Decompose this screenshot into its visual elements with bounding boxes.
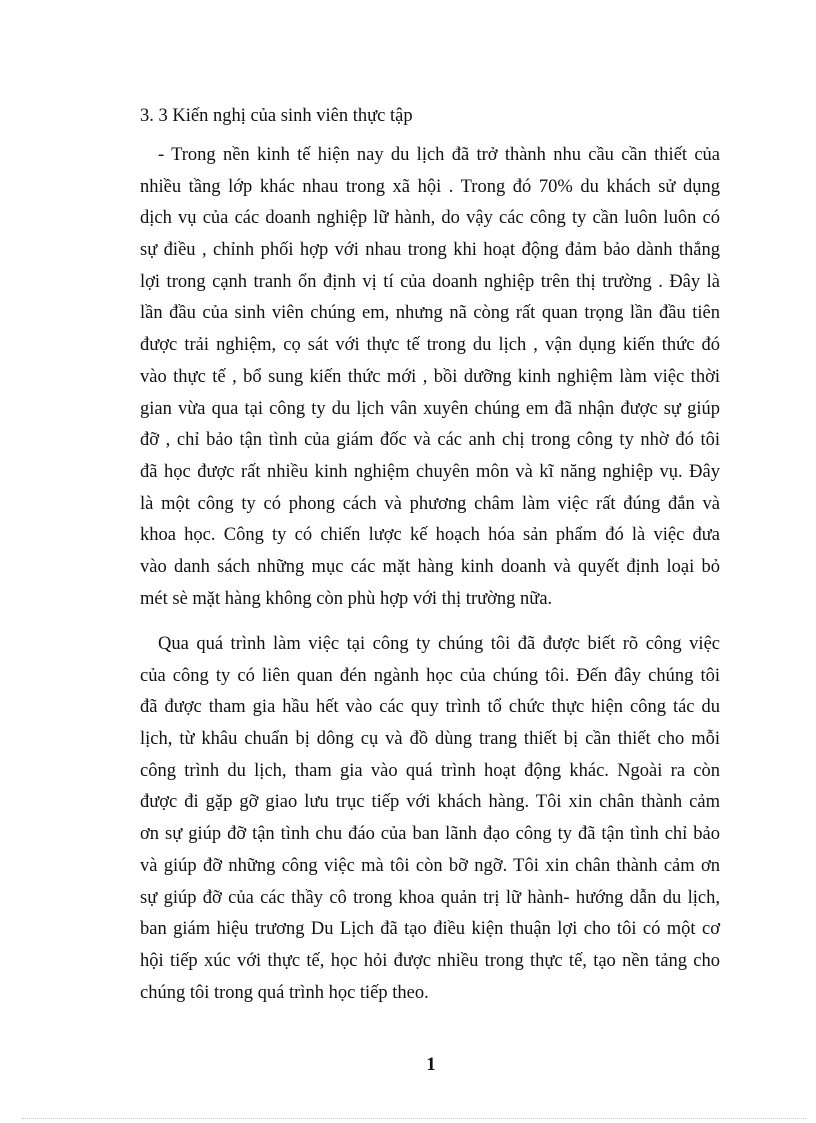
paragraph-line: Qua quá trình làm việc tại công ty chúng tôi đã được biết rõ công việc bbox=[158, 634, 720, 654]
paragraph-line: - Trong nền kinh tế hiện nay du lịch đã trở thành nhu cầu cần thiết của bbox=[158, 145, 720, 165]
paragraph-line: được trải nghiệm, cọ sát với thực tế trong du lịch , vận dụng kiến thức đó bbox=[140, 335, 720, 356]
paragraph-line: và giúp đỡ những công việc mà tôi còn bỡ ngỡ. Tôi xin chân thành cảm ơn bbox=[140, 855, 720, 876]
paragraph-line: đã học được rất nhiều kinh nghiệm chuyên môn và kĩ năng nghiệp vụ. Đây bbox=[140, 461, 720, 482]
paragraph-line: công trình du lịch, tham gia vào quá trình hoạt động khác. Ngoài ra còn bbox=[140, 760, 720, 781]
paragraph-line: đã được tham gia hầu hết vào các quy trình tổ chức thực hiện công tác du bbox=[140, 697, 720, 718]
paragraph-line: của công ty có liên quan đén ngành học của chúng tôi. Đến đây chúng tôi bbox=[140, 665, 720, 686]
paragraph-line: khoa học. Công ty có chiến lược kế hoạch hóa sản phẩm đó là việc đưa bbox=[140, 525, 720, 546]
paragraph-line: ban giám hiệu trương Du Lịch đã tạo điều kiện thuận lợi cho tôi có một cơ bbox=[140, 919, 720, 940]
paragraph-line: sự điều , chỉnh phối hợp với nhau trong khi hoạt động đảm bảo dành thắng bbox=[140, 240, 720, 261]
paragraph-line: chúng tôi trong quá trình học tiếp theo. bbox=[140, 982, 429, 1003]
page-bottom-divider bbox=[22, 1118, 806, 1119]
paragraph-line: lần đầu của sinh viên chúng em, nhưng nã còng rất quan trọng lần đầu tiên bbox=[140, 303, 720, 324]
paragraph-line: được đi gặp gỡ giao lưu trục tiếp với khách hàng. Tôi xin chân thành cảm bbox=[140, 792, 720, 813]
paragraph-line: nhiều tầng lớp khác nhau trong xã hội . Trong đó 70% du khách sử dụng bbox=[140, 176, 720, 197]
paragraph-line: lợi trong cạnh tranh ổn định vị tí của doanh nghiệp trên thị trường . Đây là bbox=[140, 271, 720, 292]
paragraph-line: đỡ , chỉ bảo tận tình của giám đốc và các anh chị trong công ty nhờ đó tôi bbox=[140, 430, 720, 451]
page-number: 1 bbox=[426, 1054, 436, 1075]
paragraph-line: vào thực tế , bổ sung kiến thức mới , bồi dưỡng kinh nghiệm làm việc thời bbox=[140, 366, 720, 387]
paragraph-line: lịch, từ khâu chuẩn bị dông cụ và đồ dùng trang thiết bị cần thiết cho mỗi bbox=[140, 729, 720, 750]
paragraph-experience bbox=[140, 629, 720, 1009]
paragraph-line: là một công ty có phong cách và phương châm làm việc rất đúng đắn và bbox=[140, 493, 720, 514]
section-heading: 3. 3 Kiến nghị của sinh viên thực tập bbox=[140, 106, 413, 126]
paragraph-line: gian vừa qua tại công ty du lịch vân xuyên chúng em đã nhận được sự giúp bbox=[140, 398, 720, 419]
paragraph-line: mét sè mặt hàng không còn phù hợp với thị trường nữa. bbox=[140, 588, 553, 609]
paragraph-line: sự giúp đỡ của các thầy cô trong khoa quản trị lữ hành- hướng dẫn du lịch, bbox=[140, 887, 720, 908]
paragraph-recommendations bbox=[140, 140, 720, 615]
paragraph-line: vào danh sách những mục các mặt hàng kinh doanh và quyết định loại bỏ bbox=[140, 556, 720, 577]
paragraph-line: ơn sự giúp đỡ tận tình chu đáo của ban lãnh đạo công ty đã tận tình chỉ bảo bbox=[140, 824, 720, 845]
paragraph-line: dịch vụ của các doanh nghiệp lữ hành, do vậy các công ty cần luôn luôn có bbox=[140, 208, 720, 229]
paragraph-line: hội tiếp xúc với thực tế, học hỏi được nhiều trong thực tế, tạo nền tảng cho bbox=[140, 950, 720, 971]
